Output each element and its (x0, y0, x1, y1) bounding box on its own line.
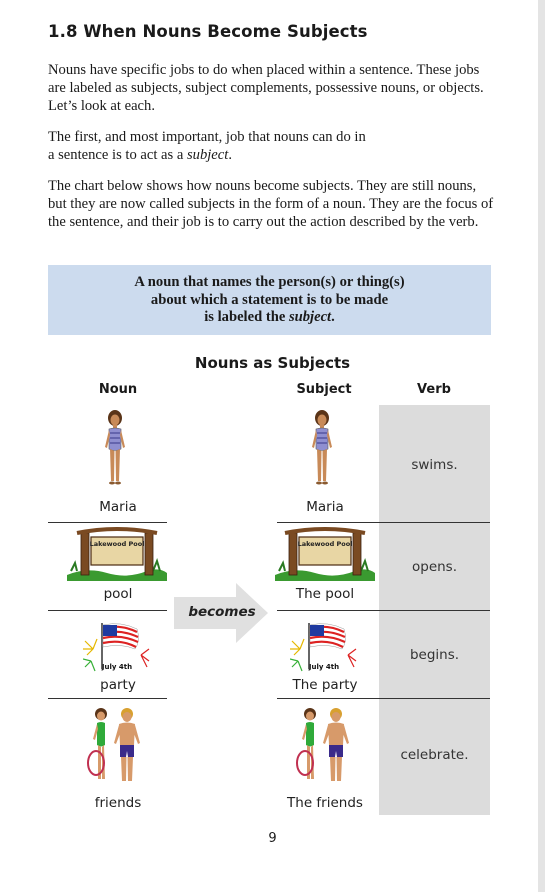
subject-paragraph-line2: a sentence is to act as a (48, 147, 187, 163)
flag-sign-text: July 4th (101, 663, 133, 671)
subject-label: Maria (306, 499, 344, 515)
callout-subject-term: subject (288, 309, 332, 325)
noun-label: friends (94, 795, 142, 811)
subject-row-divider (277, 610, 490, 611)
subject-paragraph-period: . (228, 147, 232, 163)
noun-row-divider (48, 522, 167, 523)
callout-line1: A noun that names the person(s) or thing(s) (134, 274, 405, 290)
couple-icon (87, 705, 145, 795)
callout-line3: is labeled the (204, 309, 289, 325)
subject-row-divider (277, 698, 490, 699)
section-heading: 1.8 When Nouns Become Subjects (48, 22, 368, 41)
subject-paragraph (48, 128, 496, 164)
pool-sign-icon (275, 527, 375, 589)
callout-period: . (331, 309, 335, 325)
noun-row-divider (48, 610, 167, 611)
noun-column-header: Noun (98, 382, 138, 397)
subject-paragraph-line1: The first, and most important, job that nouns can do in (48, 129, 366, 145)
flag-sign-text: July 4th (308, 663, 340, 671)
subject-label: The pool (295, 586, 355, 602)
noun-label: pool (103, 586, 133, 602)
verb-label: begins. (409, 647, 460, 663)
definition-callout (48, 265, 491, 335)
becomes-label: becomes (188, 604, 256, 620)
subject-term: subject (186, 147, 229, 163)
verb-label: swims. (411, 457, 458, 473)
couple-icon (296, 705, 354, 795)
subject-label: The friends (287, 795, 363, 811)
flag-fireworks-icon (290, 619, 358, 679)
verb-column-header: Verb (417, 382, 451, 397)
subject-row-divider (277, 522, 490, 523)
subject-column-header: Subject (296, 382, 352, 397)
pool-sign-text: Lakewood Pool (89, 540, 145, 548)
chart-intro-paragraph: The chart below shows how nouns become subjects. They are still nouns, but they are now called subjects in the form of a noun. They are the focus of the sentence, and their job is to carry out the action described by the verb. (48, 178, 494, 230)
girl-swimsuit-icon (102, 409, 128, 493)
pool-sign-text: Lakewood Pool (297, 540, 353, 548)
callout-line2: about which a statement is to be made (150, 291, 389, 308)
page-edge (538, 0, 545, 892)
intro-paragraph: Nouns have specific jobs to do when placed within a sentence. These jobs are labeled as subjects, subject complements, possessive nouns, or objects. Let’s look at each. (48, 62, 484, 114)
chart-title: Nouns as Subjects (194, 354, 351, 372)
subject-label: The party (292, 677, 358, 693)
flag-fireworks-icon (83, 619, 151, 679)
pool-sign-icon (67, 527, 167, 589)
girl-swimsuit-icon (309, 409, 335, 493)
noun-label: party (100, 677, 136, 693)
verb-label: celebrate. (400, 747, 469, 763)
noun-row-divider (48, 698, 167, 699)
verb-label: opens. (411, 559, 457, 575)
page-number: 9 (268, 831, 277, 846)
noun-label: Maria (99, 499, 137, 515)
